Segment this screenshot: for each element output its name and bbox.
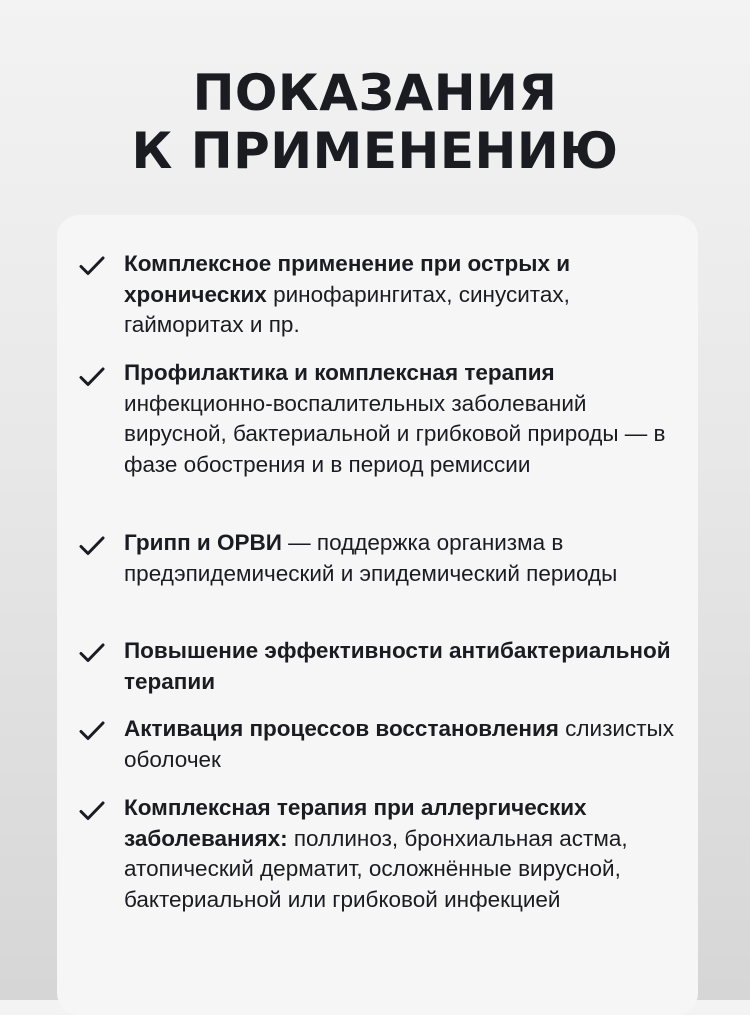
indication-item-1 [124,249,684,341]
indication-item-6 [124,793,684,915]
checkmark-icon [79,255,105,277]
indication-item-1-text: ринофарингитах, синуситах, гайморитах и пр. [124,281,570,337]
checkmark-icon [79,366,105,388]
indication-item-6-text: поллиноз, бронхиальная астма, атопический дерматит, осложнённые вирусной, бактериальной или грибковой инфекцией [124,825,628,912]
indication-item-5-text: слизистых оболочек [124,716,674,772]
indication-item-4 [124,636,684,697]
checkmark-icon [79,720,105,742]
indication-item-2-bold: Профилактика и комплексная терапия [124,360,555,385]
indication-item-4-bold: Повышение эффективности антибактериальной терапии [124,638,671,694]
indication-item-3 [124,528,684,589]
indication-item-2 [124,358,684,480]
page-title-line-1: ПОКАЗАНИЯ [192,64,558,122]
page-title-line-2: К ПРИМЕНЕНИЮ [131,122,619,180]
checkmark-icon [79,535,105,557]
indication-item-2-text: инфекционно-воспалительных заболеваний вирусной, бактериальной и грибковой природы — в фазе обострения и в период ремиссии [124,390,666,477]
indication-item-1-bold: Комплексное применение при острых и хронических [124,251,571,307]
indications-card [57,215,698,1015]
indication-item-6-bold: Комплексная терапия при аллергических заболеваниях: [124,795,587,851]
page-title [0,64,750,180]
indication-item-5-bold: Активация процессов восстановления [124,716,559,741]
checkmark-icon [79,642,105,664]
indication-item-3-bold: Грипп и ОРВИ [124,530,282,555]
checkmark-icon [79,800,105,822]
indication-item-5 [124,714,684,775]
indication-item-3-text: — поддержка организма в предэпидемический и эпидемический периоды [124,530,618,586]
